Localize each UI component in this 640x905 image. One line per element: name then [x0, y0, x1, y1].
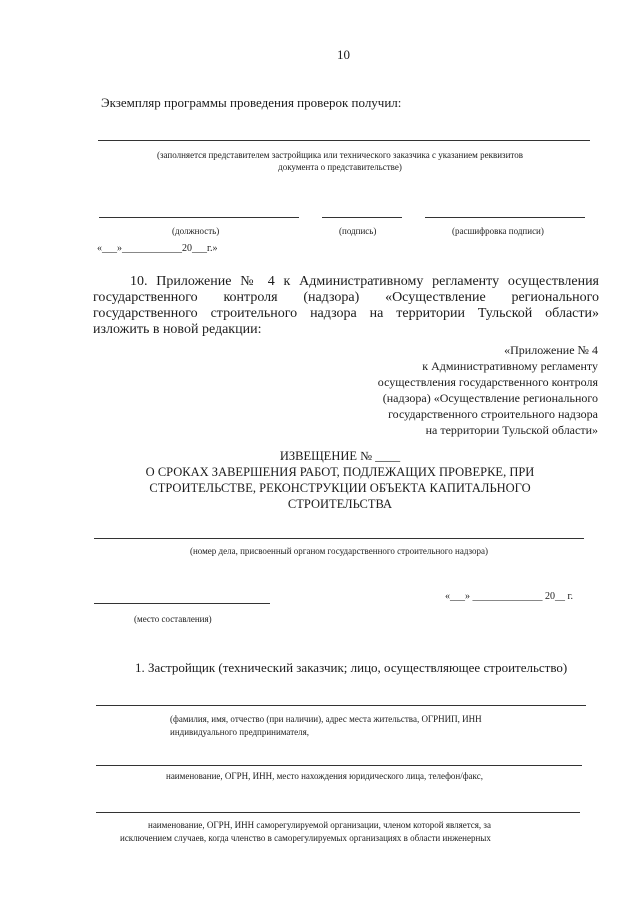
notice-title-line-2: О СРОКАХ ЗАВЕРШЕНИЯ РАБОТ, ПОДЛЕЖАЩИХ ПРОВЕРКЕ, ПРИ — [145, 465, 535, 479]
decoding-label: (расшифровка подписи) — [452, 226, 544, 236]
sro-hint-2: исключением случаев, когда членство в саморегулируемых организациях в области инженерных — [120, 833, 491, 843]
place-hint: (место составления) — [134, 614, 212, 624]
section-1-title: 1. Застройщик (технический заказчик; лицо, осуществляющее строительство) — [135, 660, 568, 675]
item-10-paragraph — [93, 274, 599, 338]
item-10-line-1: 10. Приложение № 4 к Административному регламенту осуществления — [130, 274, 599, 289]
org-underline — [96, 765, 582, 766]
item-10-line-4: изложить в новой редакции: — [93, 322, 262, 337]
signature-underline — [322, 217, 402, 218]
notice-title — [60, 448, 620, 512]
sro-underline — [96, 812, 580, 813]
notice-date: «___» ______________ 20__ г. — [445, 591, 573, 602]
appendix-header — [300, 342, 598, 438]
case-number-hint: (номер дела, присвоенный органом государственного строительного надзора) — [189, 546, 489, 556]
notice-title-line-4: СТРОИТЕЛЬСТВА — [287, 497, 393, 511]
appendix-line-5: государственного строительного надзора — [388, 407, 598, 421]
person-hint-1: (фамилия, имя, отчество (при наличии), адрес места жительства, ОГРНИП, ИНН — [170, 714, 482, 724]
appendix-line-4: (надзора) «Осуществление регионального — [382, 391, 598, 405]
representative-hint-1: (заполняется представителем застройщика или технического заказчика с указанием реквизитов — [157, 150, 523, 160]
received-line: Экземпляр программы проведения проверок получил: — [101, 95, 402, 110]
position-label: (должность) — [172, 226, 220, 236]
appendix-line-1: «Приложение № 4 — [504, 343, 598, 357]
notice-title-line-1: ИЗВЕЩЕНИЕ № ____ — [279, 449, 401, 463]
notice-title-line-3: СТРОИТЕЛЬСТВЕ, РЕКОНСТРУКЦИИ ОБЪЕКТА КАПИТАЛЬНОГО — [149, 481, 531, 495]
person-hint-2: индивидуального предпринимателя, — [170, 727, 309, 737]
representative-hint-2: документа о представительстве) — [278, 162, 402, 172]
signature-label: (подпись) — [339, 226, 377, 236]
page-number: 10 — [337, 47, 350, 62]
appendix-line-6: на территории Тульской области» — [425, 423, 598, 437]
sro-hint-1: наименование, ОГРН, ИНН саморегулируемой организации, членом которой является, за — [148, 820, 491, 830]
appendix-line-2: к Административному регламенту — [422, 359, 598, 373]
developer-underline — [96, 705, 586, 706]
decoding-underline — [425, 217, 585, 218]
place-underline — [94, 603, 270, 604]
date-template: «___»____________20___г.» — [97, 243, 218, 254]
case-number-underline — [94, 538, 584, 539]
item-10-line-3: государственного строительного надзора на территории Тульской области» — [93, 306, 599, 321]
item-10-line-2: государственного контроля (надзора) «Осуществление регионального — [93, 290, 599, 305]
org-hint: наименование, ОГРН, ИНН, место нахождения юридического лица, телефон/факс, — [166, 771, 483, 781]
appendix-line-3: осуществления государственного контроля — [377, 375, 598, 389]
position-underline — [99, 217, 299, 218]
underline — [98, 140, 590, 141]
